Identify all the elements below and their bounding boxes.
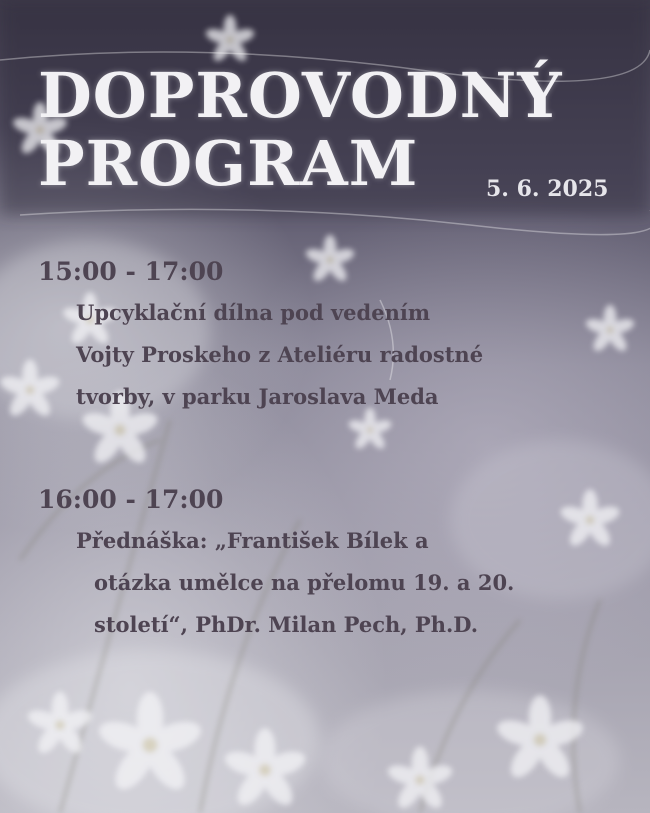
event-date: 5. 6. 2025 xyxy=(486,176,609,202)
description-line: století“, PhDr. Milan Pech, Ph.D. xyxy=(94,612,479,637)
program-item-time: 15:00 - 17:00 xyxy=(38,257,224,286)
description-line: Přednáška: „František Bílek a xyxy=(76,528,429,553)
program-item-time: 16:00 - 17:00 xyxy=(38,485,224,514)
description-line: tvorby, v parku Jaroslava Meda xyxy=(76,384,439,409)
description-line: otázka umělce na přelomu 19. a 20. xyxy=(94,570,515,595)
description-line: Vojty Proskeho z Ateliéru radostné xyxy=(76,342,484,367)
program-item-lecture xyxy=(38,484,628,646)
poster-title xyxy=(38,59,563,200)
title-line-2: PROGRAM xyxy=(38,127,419,200)
program-item-workshop xyxy=(38,256,628,418)
program-item-description xyxy=(76,292,628,418)
title-line-1: DOPROVODNÝ xyxy=(38,59,563,132)
description-line: Upcyklační dílna pod vedením xyxy=(76,300,431,325)
program-item-description xyxy=(76,520,628,646)
